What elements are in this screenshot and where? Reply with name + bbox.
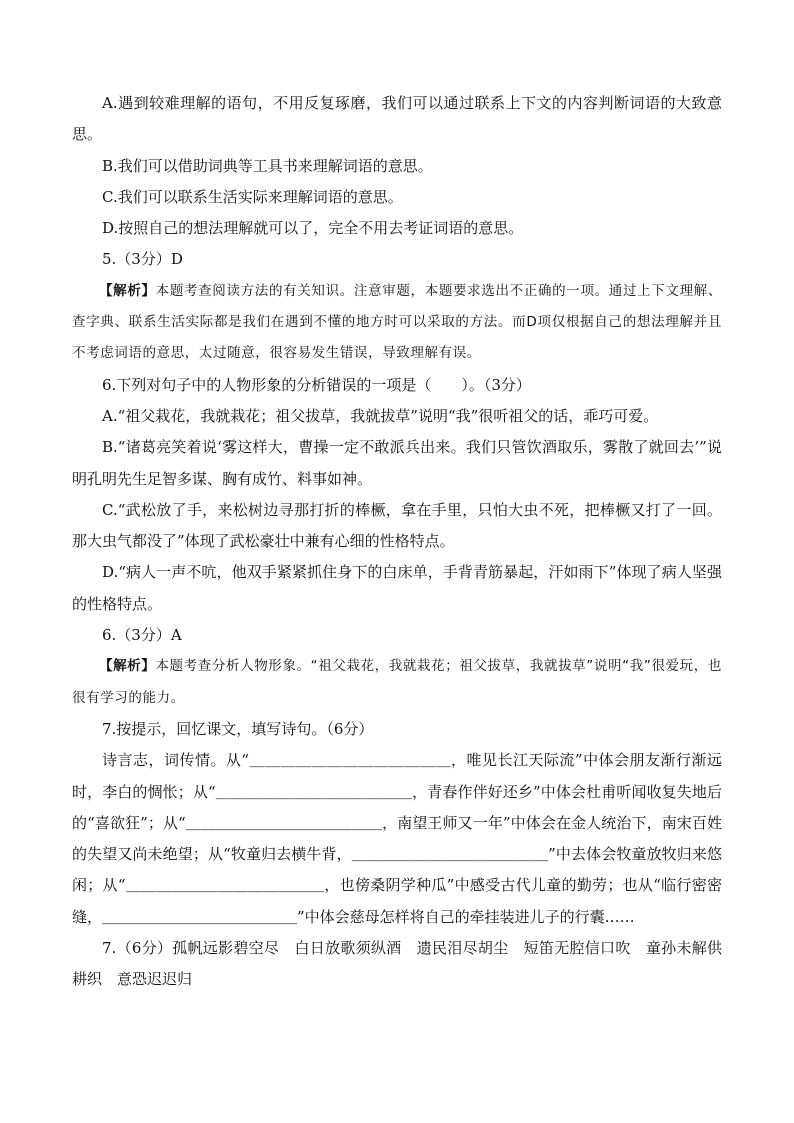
- q7-body: 诗言志，词传情。从“＿＿＿＿＿＿＿＿＿＿＿＿＿，唯见长江天际流”中体会朋友渐行渐远时，李白的惆怅；从“＿＿＿＿＿＿＿＿＿＿＿＿＿，青春作伴好还乡”中体会杜甫听闻收复失地后的“喜欲狂”；从“＿＿＿＿＿＿＿＿＿＿＿＿＿，南望王师又一年”中体会在金人统治下，南宋百姓的失望又尚未绝望；从“牧童归去横牛背，＿＿＿＿＿＿＿＿＿＿＿＿＿”中去体会牧童放牧归来悠闲；从“＿＿＿＿＿＿＿＿＿＿＿＿＿，也傍桑阴学种瓜”中感受古代儿童的勤劳；也从“临行密密缝，＿＿＿＿＿＿＿＿＿＿＿＿＿”中体会慈母怎样将自己的牵挂装进儿子的行囊……: [72, 751, 722, 926]
- document-body: [72, 88, 722, 996]
- q6-answer: 6.（3分）A: [102, 626, 182, 645]
- q6-stem: 6.下列对句子中的人物形象的分析错误的一项是（ ）。（3分）: [102, 375, 531, 394]
- q5-answer: 5.（3分）D: [102, 250, 183, 269]
- analysis-text: 本题考查阅读方法的有关知识。注意审题，本题要求选出不正确的一项。通过上下文理解、查字典、联系生活实际都是我们在遇到不懂的地方时可以采取的方法。而D项仅根据自己的想法理解并且不考虑词语的意思，太过随意，很容易发生错误，导致理解有误。: [72, 282, 723, 362]
- q6-opt-c: C.“武松放了手，来松树边寻那打折的棒橛，拿在手里，只怕大虫不死，把棒橛又打了一回。那大虫气都没了”体现了武松豪壮中兼有心细的性格特点。: [72, 500, 722, 551]
- q4-opt-d: D.按照自己的想法理解就可以了，完全不用去考证词语的意思。: [102, 219, 524, 238]
- analysis-label: 【解析】: [99, 658, 156, 675]
- analysis-text: 本题考查分析人物形象。“祖父栽花，我就栽花；祖父拔草，我就拔草”说明“我”很爱玩，也很有学习的能力。: [72, 658, 722, 706]
- q6-analysis: [72, 651, 722, 714]
- q6-opt-d: D.“病人一声不吭，他双手紧紧抓住身下的白床单，手背青筋暴起，汗如雨下”体现了病人坚强的性格特点。: [72, 563, 722, 613]
- q6-opt-b: B.“诸葛亮笑着说‘雾这样大，曹操一定不敢派兵出来。我们只管饮酒取乐，雾散了就回去’”说明孔明先生足智多谋、胸有成竹、料事如神。: [72, 438, 722, 488]
- q7-answer: 7.（6分）孤帆远影碧空尽 白日放歌须纵酒 遗民泪尽胡尘 短笛无腔信口吹 童孙未解供耕织 意恐迟迟归: [72, 939, 722, 989]
- q4-opt-a: A.遇到较难理解的语句，不用反复琢磨，我们可以通过联系上下文的内容判断词语的大致意思。: [72, 94, 722, 144]
- q5-analysis: [72, 276, 722, 370]
- q4-opt-c: C.我们可以联系生活实际来理解词语的意思。: [102, 187, 403, 206]
- analysis-label: 【解析】: [99, 282, 156, 299]
- q6-opt-a: A.“祖父栽花，我就栽花；祖父拔草，我就拔草”说明“我”很听祖父的话，乖巧可爱。: [102, 406, 659, 425]
- q4-opt-b: B.我们可以借助词典等工具书来理解词语的意思。: [102, 156, 433, 175]
- q7-stem: 7.按提示，回忆课文，填写诗句。（6分）: [102, 719, 374, 738]
